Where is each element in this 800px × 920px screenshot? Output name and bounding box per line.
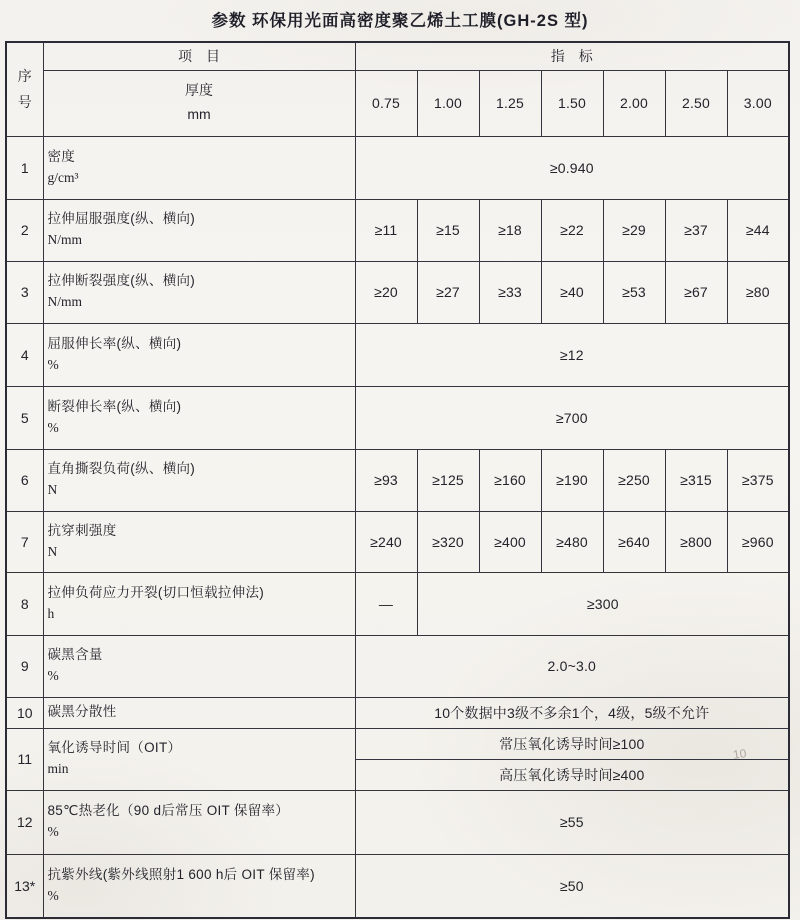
table-row-uv-resistance	[6, 854, 789, 918]
value-cell: ≥20	[355, 261, 417, 323]
table-row-stress-cracking	[6, 572, 789, 635]
thickness-col: 1.00	[417, 70, 479, 136]
merged-value: ≥55	[355, 790, 789, 854]
value-cell: ≥400	[479, 511, 541, 572]
merged-value: ≥12	[355, 323, 789, 386]
param-name: 密度	[47, 148, 76, 164]
table-row-heat-aging	[6, 790, 789, 854]
param-cell	[43, 635, 355, 697]
param-cell	[43, 136, 355, 199]
param-unit: N	[47, 543, 58, 559]
param-cell	[43, 790, 355, 854]
param-cell	[43, 323, 355, 386]
table-row-yield-elongation	[6, 323, 789, 386]
dash-cell: —	[355, 572, 417, 635]
thickness-col: 0.75	[355, 70, 417, 136]
param-unit: N/mm	[47, 232, 83, 247]
value-cell: ≥80	[727, 261, 789, 323]
value-cell: ≥480	[541, 511, 603, 572]
param-name: 氧化诱导时间（OIT）	[47, 740, 182, 756]
param-name: 屈服伸长率(纵、横向)	[47, 335, 182, 351]
table-row-carbon-content	[6, 635, 789, 697]
param-unit: %	[47, 419, 59, 435]
value-cell: ≥640	[603, 511, 665, 572]
param-unit: %	[47, 668, 59, 683]
param-name: 拉伸负荷应力开裂(切口恒载拉伸法)	[47, 584, 265, 600]
thickness-col: 2.50	[665, 70, 727, 136]
param-cell	[43, 386, 355, 449]
param-cell	[43, 449, 355, 511]
thickness-label: 厚度	[185, 82, 213, 99]
param-cell	[43, 697, 355, 728]
header-seq	[6, 42, 43, 136]
thickness-col: 3.00	[727, 70, 789, 136]
param-name: 碳黑含量	[47, 647, 103, 663]
param-unit: h	[47, 605, 55, 621]
value-cell: ≥53	[603, 261, 665, 323]
table-row-yield-strength	[6, 199, 789, 261]
value-cell: ≥22	[541, 199, 603, 261]
param-name: 直角撕裂负荷(纵、横向)	[47, 461, 196, 477]
row-number: 7	[6, 511, 43, 572]
thickness-col: 2.00	[603, 70, 665, 136]
value-cell: ≥29	[603, 199, 665, 261]
header-item: 项目	[43, 42, 355, 70]
table-row-tear-load	[6, 449, 789, 511]
row-number: 6	[6, 449, 43, 511]
value-cell: ≥800	[665, 511, 727, 572]
param-unit: N/mm	[47, 294, 83, 309]
param-name: 拉伸屈服强度(纵、横向)	[47, 211, 196, 227]
table-row-puncture	[6, 511, 789, 572]
merged-value: 2.0~3.0	[355, 635, 789, 697]
param-unit: min	[47, 761, 69, 776]
merged-value: 10个数据中3级不多余1个，4级，5级不允许	[355, 697, 789, 728]
merged-value: ≥300	[417, 572, 789, 635]
header-indicator: 指标	[355, 42, 789, 70]
spec-table	[5, 41, 790, 919]
value-cell: ≥44	[727, 199, 789, 261]
value-cell: ≥320	[417, 511, 479, 572]
param-name: 断裂伸长率(纵、横向)	[47, 398, 182, 414]
row-number: 12	[6, 790, 43, 854]
row-number: 5	[6, 386, 43, 449]
value-cell: ≥315	[665, 449, 727, 511]
row-number: 1	[6, 136, 43, 199]
value-cell: ≥960	[727, 511, 789, 572]
scan-margin-artifact: 10	[732, 746, 748, 762]
merged-value: ≥0.940	[355, 136, 789, 199]
param-cell	[43, 728, 355, 790]
param-name: 抗穿刺强度	[47, 522, 117, 538]
row-number: 4	[6, 323, 43, 386]
row-number: 8	[6, 572, 43, 635]
header-thickness	[43, 70, 355, 136]
param-cell	[43, 511, 355, 572]
header-row-2	[6, 70, 789, 136]
param-unit: N	[47, 482, 58, 497]
param-cell	[43, 261, 355, 323]
param-name: 拉伸断裂强度(纵、横向)	[47, 273, 196, 289]
param-name: 85℃热老化（90 d后常压 OIT 保留率）	[47, 803, 290, 819]
value-cell: ≥250	[603, 449, 665, 511]
thickness-col: 1.25	[479, 70, 541, 136]
document-title: 参数 环保用光面高密度聚乙烯土工膜(GH-2S 型)	[211, 12, 589, 30]
table-row-break-elongation	[6, 386, 789, 449]
param-cell	[43, 854, 355, 918]
table-row-density	[6, 136, 789, 199]
value-cell: ≥160	[479, 449, 541, 511]
thickness-unit: mm	[187, 106, 211, 122]
value-cell: ≥190	[541, 449, 603, 511]
value-cell: ≥33	[479, 261, 541, 323]
table-row-carbon-dispersion	[6, 697, 789, 728]
header-row-1	[6, 42, 789, 70]
row-number: 9	[6, 635, 43, 697]
header-seq-label: 序号	[17, 67, 32, 111]
merged-value: ≥50	[355, 854, 789, 918]
value-cell: ≥37	[665, 199, 727, 261]
value-cell: ≥18	[479, 199, 541, 261]
row-number: 13*	[6, 854, 43, 918]
param-unit: %	[47, 356, 59, 372]
param-unit: %	[47, 887, 59, 903]
value-cell: ≥67	[665, 261, 727, 323]
param-name: 抗紫外线(紫外线照射1 600 h后 OIT 保留率)	[47, 866, 315, 882]
row-number: 2	[6, 199, 43, 261]
value-cell: ≥125	[417, 449, 479, 511]
value-cell: ≥375	[727, 449, 789, 511]
oit-normal-pressure: 常压氧化诱导时间≥100	[355, 728, 789, 759]
row-number: 3	[6, 261, 43, 323]
value-cell: ≥40	[541, 261, 603, 323]
param-unit: %	[47, 824, 59, 839]
merged-value: ≥700	[355, 386, 789, 449]
oit-high-pressure: 高压氧化诱导时间≥400	[355, 759, 789, 790]
value-cell: ≥93	[355, 449, 417, 511]
table-row-oit	[6, 728, 789, 759]
value-cell: ≥27	[417, 261, 479, 323]
param-unit: g/cm³	[47, 169, 79, 185]
value-cell: ≥11	[355, 199, 417, 261]
value-cell: ≥15	[417, 199, 479, 261]
value-cell: ≥240	[355, 511, 417, 572]
table-row-break-strength	[6, 261, 789, 323]
row-number: 10	[6, 697, 43, 728]
row-number: 11	[6, 728, 43, 790]
param-cell	[43, 199, 355, 261]
param-cell	[43, 572, 355, 635]
param-name: 碳黑分散性	[47, 704, 117, 720]
thickness-col: 1.50	[541, 70, 603, 136]
